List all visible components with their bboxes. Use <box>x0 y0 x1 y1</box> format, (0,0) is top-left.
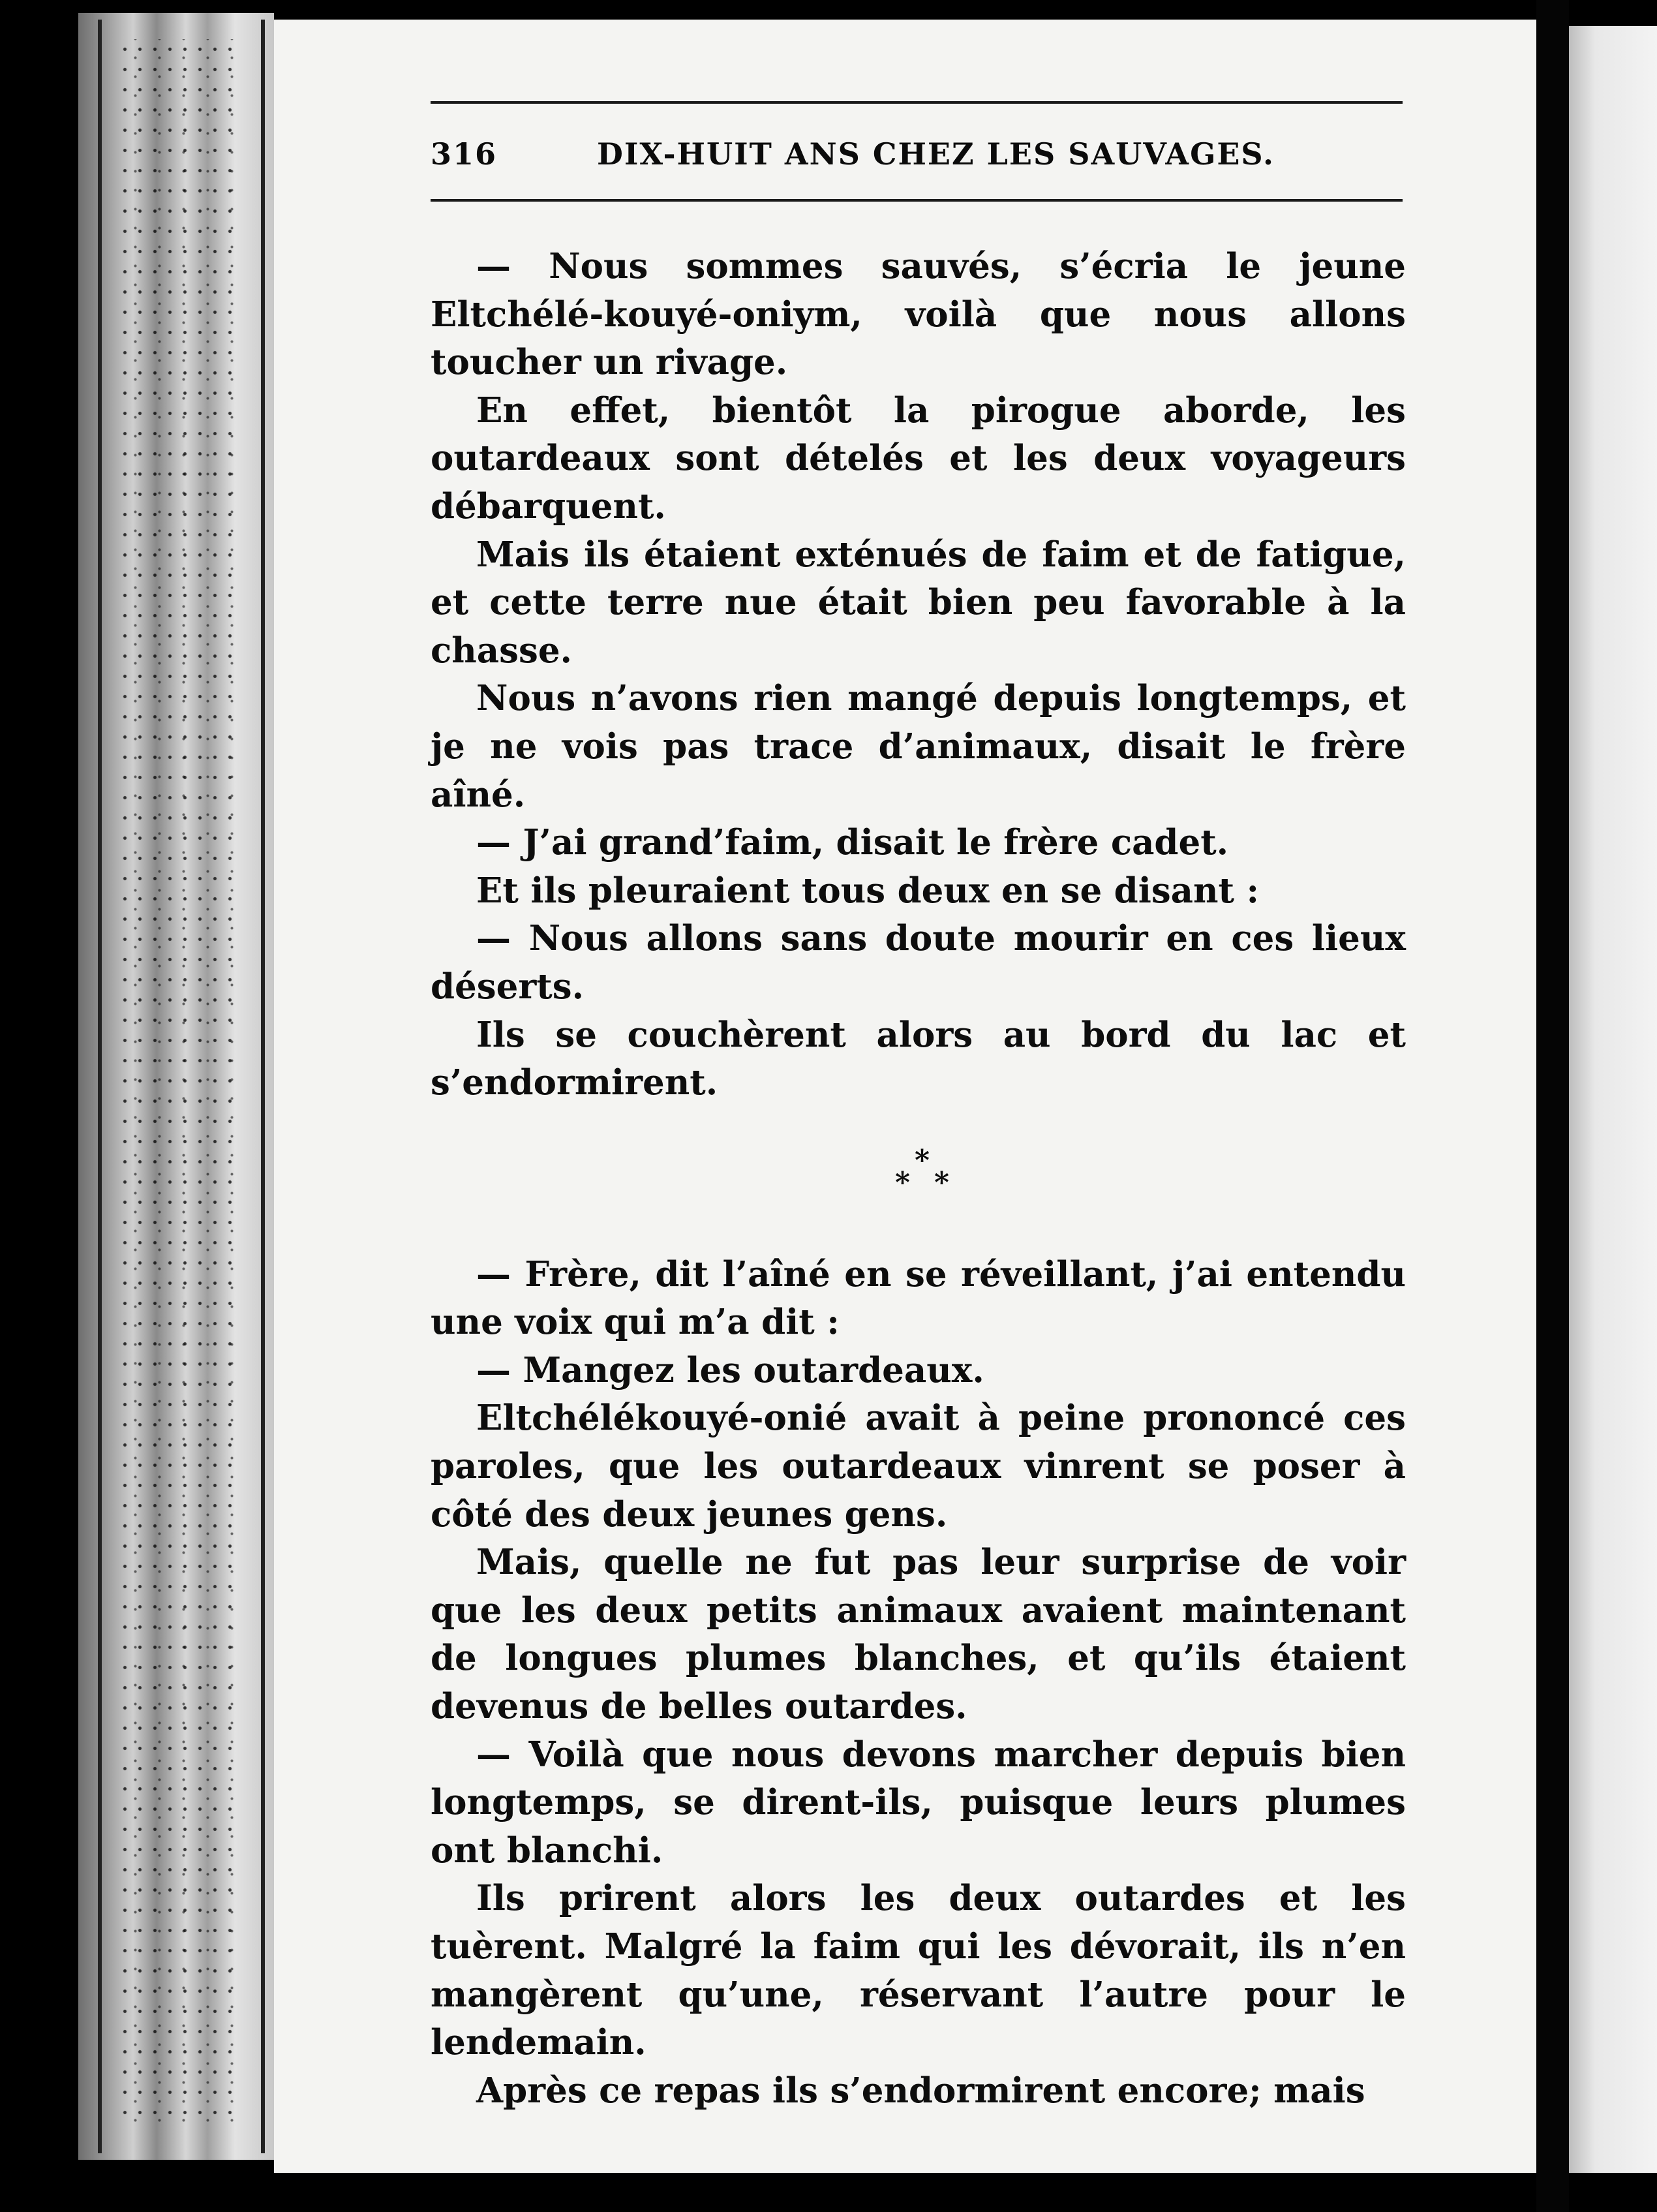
header-bottom-rule <box>431 199 1403 202</box>
header-top-rule <box>431 101 1403 104</box>
asterism-star-left: * <box>895 1165 911 1199</box>
paragraph: Ils se couchèrent alors au bord du lac et s’endormirent. <box>431 1014 1406 1103</box>
paragraph: — Voilà que nous devons marcher depuis bien longtemps, se dirent-ils, puisque leurs plumes ont blanchi. <box>431 1734 1406 1871</box>
page-body-text <box>431 243 1406 2115</box>
paragraph: Ils prirent alors les deux outardes et les tuèrent. Malgré la faim qui les dévorait, ils n’en mangèrent qu’une, réservant l’autre pour le lendemain. <box>431 1878 1406 2063</box>
paragraph: Nous n’avons rien mangé depuis longtemps, et je ne vois pas trace d’animaux, disait le frère aîné. <box>431 678 1406 815</box>
section-break-asterism <box>431 1107 1406 1251</box>
asterism-star-right: * <box>934 1165 950 1199</box>
paragraph: Mais ils étaient exténués de faim et de fatigue, et cette terre nue était bien peu favorable à la chasse. <box>431 534 1406 671</box>
running-title: DIX-HUIT ANS CHEZ LES SAUVAGES. <box>597 136 1275 172</box>
paragraph: — Nous allons sans doute mourir en ces lieux déserts. <box>431 918 1406 1007</box>
spine-speckle-texture <box>117 39 235 2127</box>
page-number: 316 <box>431 136 498 172</box>
paragraph: En effet, bientôt la pirogue aborde, les outardeaux sont dételés et les deux voyageurs débarquent. <box>431 390 1406 527</box>
spine-edge-line <box>98 20 102 2153</box>
asterism-star-top: * <box>915 1143 930 1177</box>
paragraph: — Frère, dit l’aîné en se réveillant, j’ai entendu une voix qui m’a dit : <box>431 1253 1406 1343</box>
paragraph: Mais, quelle ne fut pas leur surprise de voir que les deux petits animaux avaient maintenant de longues plumes blanches, et qu’ils étaient devenus de belles outardes. <box>431 1542 1406 1727</box>
paragraph: — Nous sommes sauvés, s’écria le jeune Eltchélé-kouyé-oniym, voilà que nous allons toucher un rivage. <box>431 246 1406 383</box>
running-head <box>431 127 1403 179</box>
spine-edge-line <box>261 20 265 2153</box>
binding-edge <box>1536 0 1569 2212</box>
paragraph: Et ils pleuraient tous deux en se disant : <box>476 870 1260 911</box>
facing-page-edge <box>1569 26 1657 2173</box>
paragraph: — J’ai grand’faim, disait le frère cadet. <box>476 822 1229 863</box>
paragraph: Après ce repas ils s’endormirent encore; mais <box>476 2070 1365 2111</box>
paragraph: — Mangez les outardeaux. <box>476 1349 984 1390</box>
paragraph: Eltchélékouyé-onié avait à peine prononcé ces paroles, que les outardeaux vinrent se poser à côté des deux jeunes gens. <box>431 1398 1406 1535</box>
